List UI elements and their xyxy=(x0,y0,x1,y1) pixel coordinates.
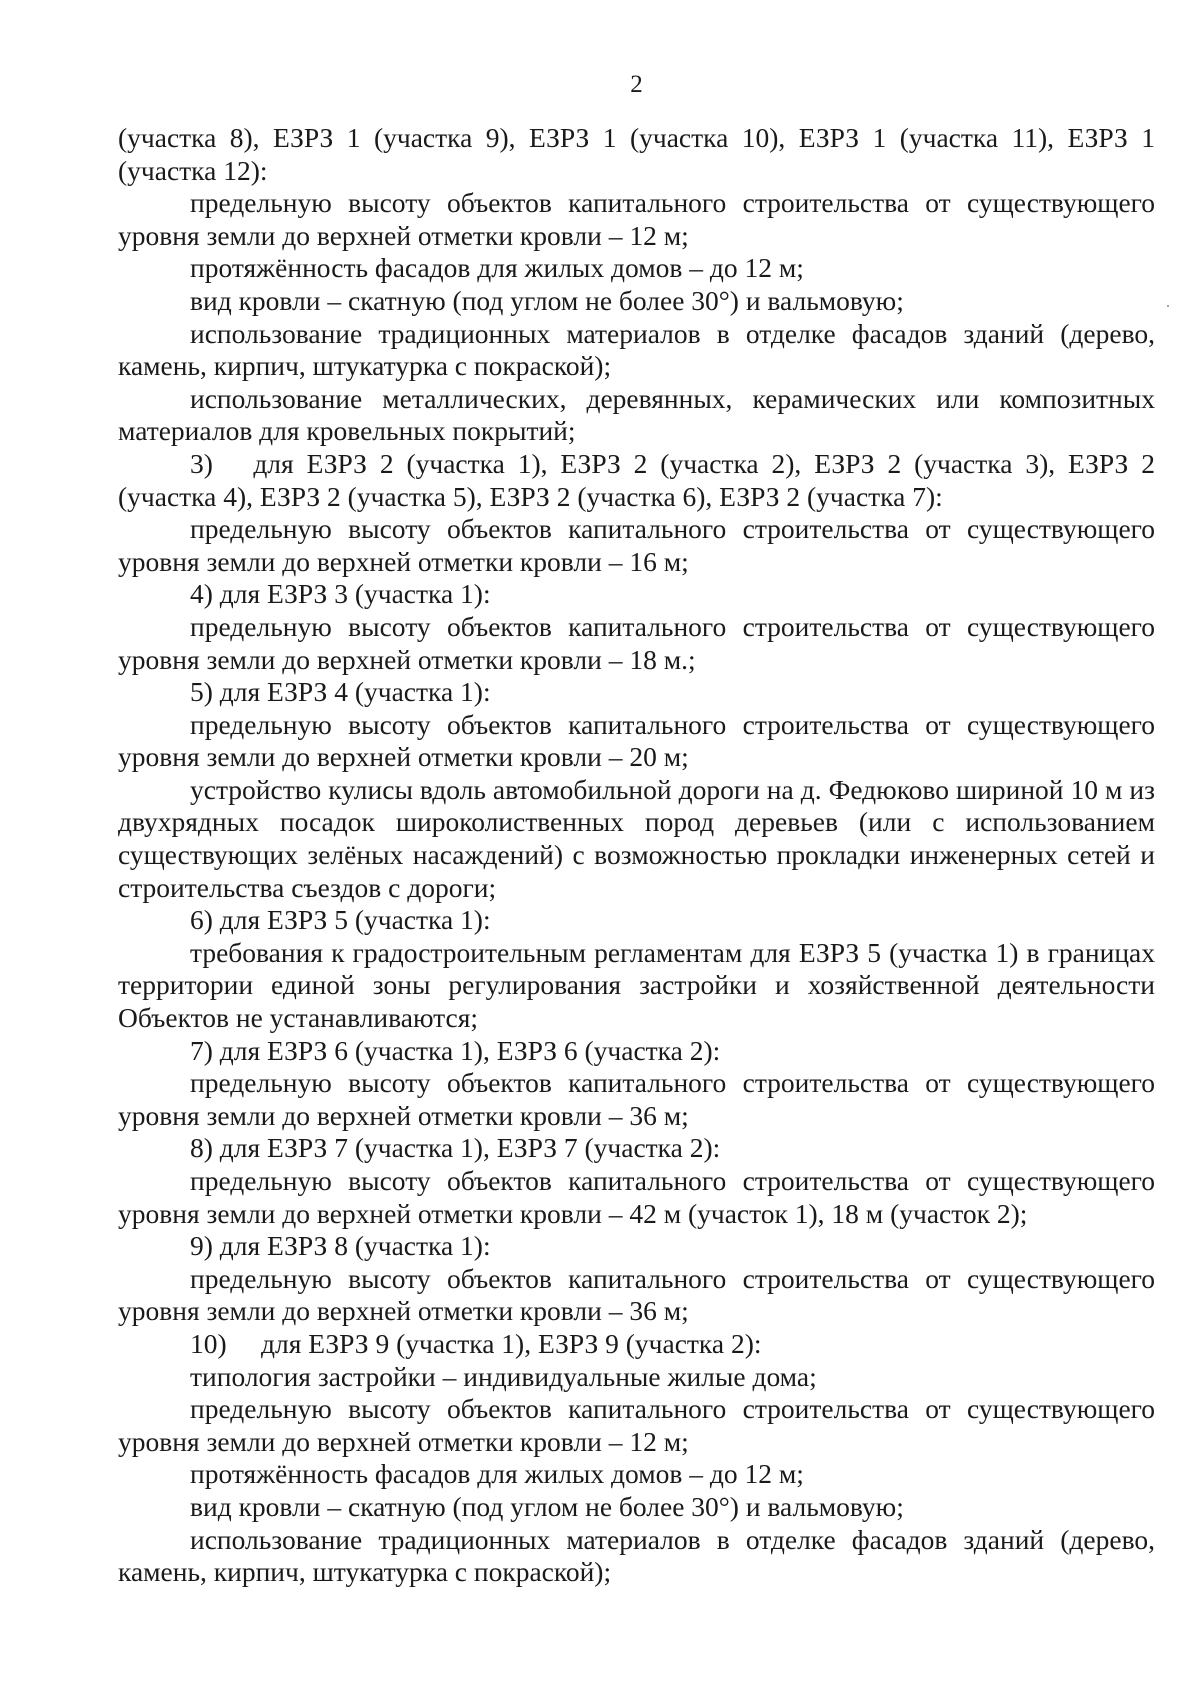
page-number: 2 xyxy=(630,71,643,98)
paragraph-facade-materials: использование традиционных материалов в отделке фасадов зданий (дерево, камень, кирпич, штукатурка с покраской); xyxy=(118,317,1155,382)
paragraph-height-limit: предельную высоту объектов капитального строительства от существующего уровня земли до верхней отметки кровли – 16 м; xyxy=(118,513,1155,577)
document-page xyxy=(118,0,1155,1697)
document-body xyxy=(118,122,1155,1589)
paragraph-continuation: (участка 8), ЕЗРЗ 1 (участка 9), ЕЗРЗ 1 (участка 10), ЕЗРЗ 1 (участка 11), ЕЗРЗ 1 (участка 12): xyxy=(118,122,1155,186)
paragraph-facade-length: протяжённость фасадов для жилых домов – до 12 м; xyxy=(190,252,804,284)
list-item-10-heading: 10) для ЕЗРЗ 9 (участка 1), ЕЗРЗ 9 (участка 2): xyxy=(190,1327,762,1359)
list-item-5-heading: 5) для ЕЗРЗ 4 (участка 1): xyxy=(190,676,491,708)
paragraph-height-limit: предельную высоту объектов капитального строительства от существующего уровня земли до верхней отметки кровли – 20 м; xyxy=(118,708,1155,773)
paragraph-no-requirements: требования к градостроительным регламентам для ЕЗРЗ 5 (участка 1) в границах территории единой зоны регулирования застройки и хозяйственной деятельности Объектов не устанавливаются; xyxy=(118,936,1155,1034)
paragraph-roof-type: вид кровли – скатную (под углом не более 30°) и вальмовую; xyxy=(190,284,904,316)
paragraph-building-typology: типология застройки – индивидуальные жилые дома; xyxy=(190,1360,817,1392)
paragraph-road-screening: устройство кулисы вдоль автомобильной дороги на д. Федюково шириной 10 м из двухрядных посадок широколиственных пород деревьев (или с использованием существующих зелёных насаждений) с возможностью прокладки инженерных сетей и строительства съездов с дороги; xyxy=(118,773,1155,903)
paragraph-height-limit: предельную высоту объектов капитального строительства от существующего уровня земли до верхней отметки кровли – 12 м; xyxy=(118,1393,1155,1457)
paragraph-height-limit: предельную высоту объектов капитального строительства от существующего уровня земли до верхней отметки кровли – 42 м (участок 1), 18 м (участок 2); xyxy=(118,1165,1155,1229)
paragraph-height-limit: предельную высоту объектов капитального строительства от существующего уровня земли до верхней отметки кровли – 36 м; xyxy=(118,1067,1155,1131)
scan-artifact-dot xyxy=(1167,305,1169,307)
list-item-9-heading: 9) для ЕЗРЗ 8 (участка 1): xyxy=(190,1230,491,1262)
paragraph-roof-materials: использование металлических, деревянных, керамических или композитных материалов для кровельных покрытий; xyxy=(118,382,1155,447)
paragraph-facade-length: протяжённость фасадов для жилых домов – до 12 м; xyxy=(190,1458,804,1490)
list-item-4-heading: 4) для ЕЗРЗ 3 (участка 1): xyxy=(190,578,491,610)
paragraph-height-limit: предельную высоту объектов капитального строительства от существующего уровня земли до верхней отметки кровли – 36 м; xyxy=(118,1262,1155,1327)
paragraph-height-limit: предельную высоту объектов капитального строительства от существующего уровня земли до верхней отметки кровли – 12 м; xyxy=(118,187,1155,251)
paragraph-roof-type: вид кровли – скатную (под углом не более 30°) и вальмовую; xyxy=(190,1490,904,1522)
list-item-6-heading: 6) для ЕЗРЗ 5 (участка 1): xyxy=(190,904,491,936)
paragraph-height-limit: предельную высоту объектов капитального строительства от существующего уровня земли до верхней отметки кровли – 18 м.; xyxy=(118,610,1155,675)
list-item-3-heading: 3) для ЕЗРЗ 2 (участка 1), ЕЗРЗ 2 (участка 2), ЕЗРЗ 2 (участка 3), ЕЗРЗ 2 (участка 4), ЕЗРЗ 2 (участка 5), ЕЗРЗ 2 (участка 6), ЕЗРЗ 2 (участка 7): xyxy=(118,447,1155,512)
list-item-7-heading: 7) для ЕЗРЗ 6 (участка 1), ЕЗРЗ 6 (участка 2): xyxy=(190,1034,721,1066)
paragraph-facade-materials: использование традиционных материалов в отделке фасадов зданий (дерево, камень, кирпич, штукатурка с покраской); xyxy=(118,1523,1155,1588)
list-item-8-heading: 8) для ЕЗРЗ 7 (участка 1), ЕЗРЗ 7 (участка 2): xyxy=(190,1132,721,1164)
